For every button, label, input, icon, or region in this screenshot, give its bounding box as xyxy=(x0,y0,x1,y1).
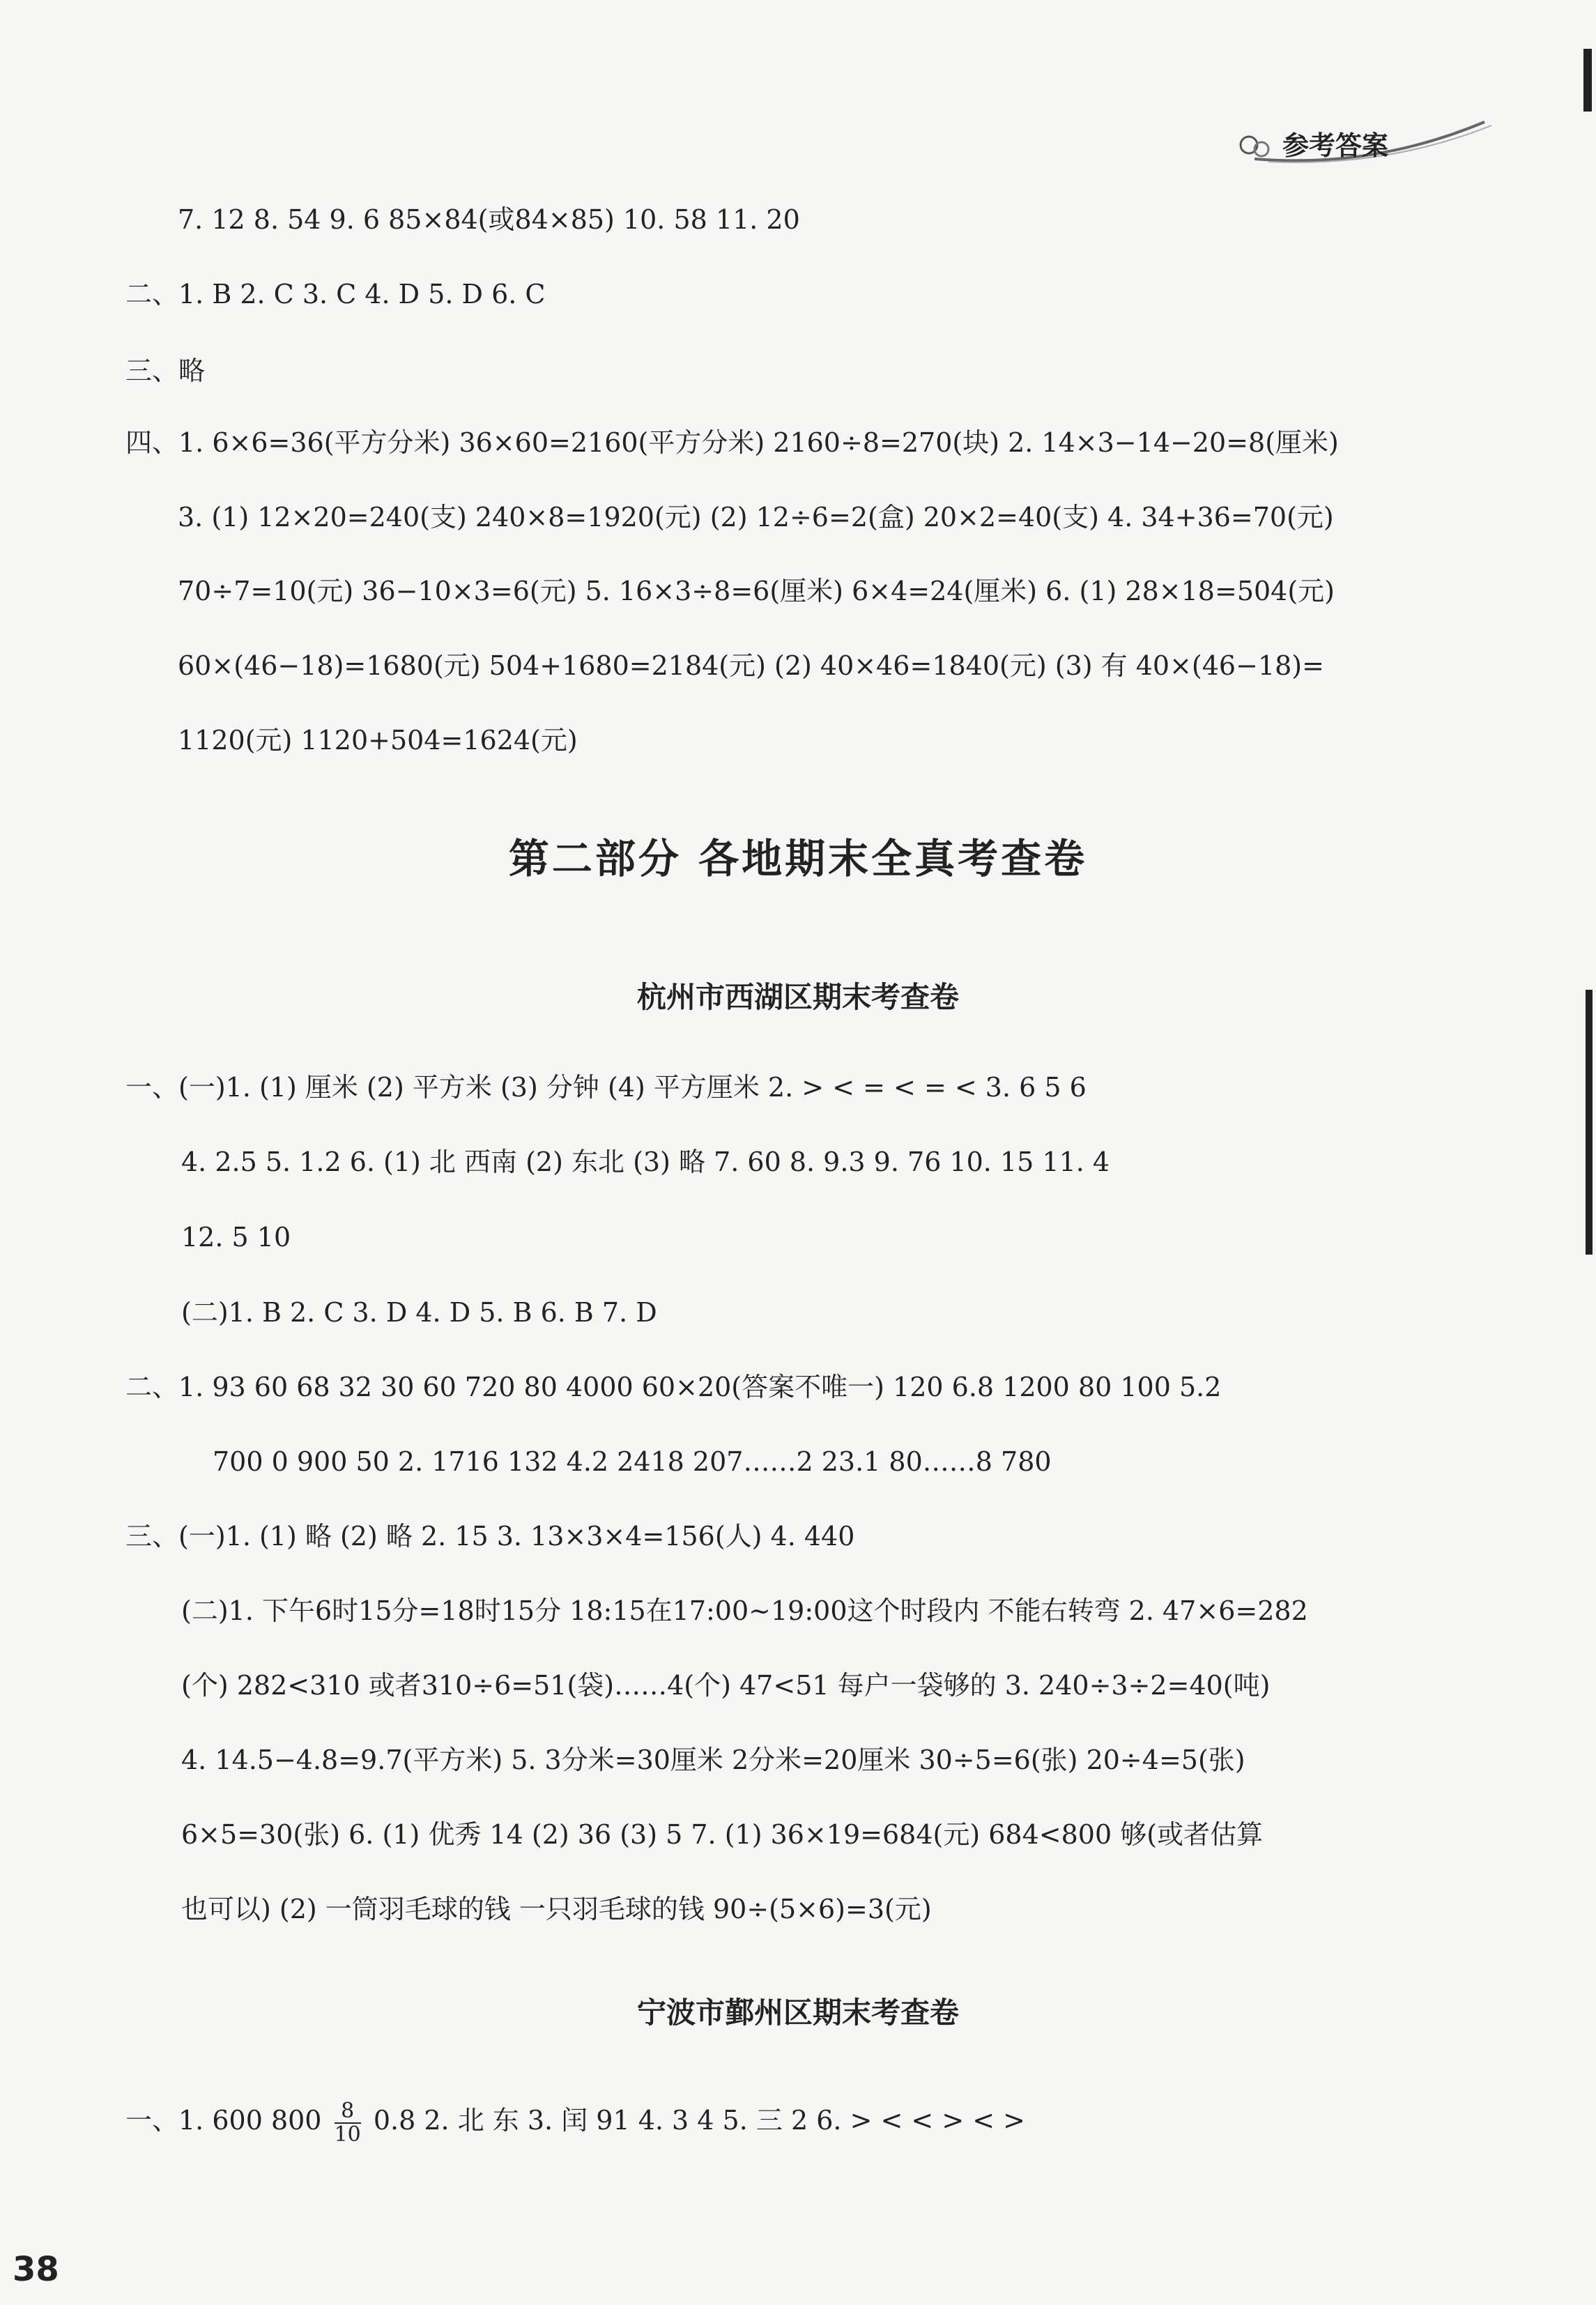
answer-line: 700 0 900 50 2. 1716 132 4.2 2418 207……2 23.1 80……8 780 xyxy=(213,1446,1052,1477)
answer-line: 3. (1) 12×20=240(支) 240×8=1920(元) (2) 12÷6=2(盒) 20×2=40(支) 4. 34+36=70(元) xyxy=(178,502,1334,533)
fraction-denominator: 10 xyxy=(334,2122,361,2147)
answer-line: 70÷7=10(元) 36−10×3=6(元) 5. 16×3÷8=6(厘米) 6×4=24(厘米) 6. (1) 28×18=504(元) xyxy=(178,576,1335,606)
section-title-ningbo: 宁波市鄞州区期末考查卷 xyxy=(636,1996,959,2030)
fraction xyxy=(335,2100,361,2146)
answer-line: 1120(元) 1120+504=1624(元) xyxy=(178,725,578,756)
answer-line: 二、1. B 2. C 3. C 4. D 5. D 6. C xyxy=(125,279,546,309)
answer-line: 4. 2.5 5. 1.2 6. (1) 北 西南 (2) 东北 (3) 略 7. 60 8. 9.3 9. 76 10. 15 11. 4 xyxy=(181,1147,1110,1177)
answer-line: 二、1. 93 60 68 32 30 60 720 80 4000 60×20(答案不唯一) 120 6.8 1200 80 100 5.2 xyxy=(125,1372,1222,1402)
answer-line: 4. 14.5−4.8=9.7(平方米) 5. 3分米=30厘米 2分米=20厘米 30÷5=6(张) 20÷4=5(张) xyxy=(181,1745,1245,1775)
answer-line: 12. 5 10 xyxy=(181,1222,291,1253)
section-title-hangzhou: 杭州市西湖区期末考查卷 xyxy=(636,980,959,1014)
right-edge-mark xyxy=(1586,990,1593,1255)
answer-line: (个) 282<310 或者310÷6=51(袋)……4(个) 47<51 每户一袋够的 3. 240÷3÷2=40(吨) xyxy=(181,1670,1271,1701)
header-badge-text: 参考答案 xyxy=(1282,130,1389,161)
right-edge-mark xyxy=(1583,49,1592,112)
answer-line: 四、1. 6×6=36(平方分米) 36×60=2160(平方分米) 2160÷8=270(块) 2. 14×3−14−20=8(厘米) xyxy=(125,427,1339,458)
last-line-before: 一、1. 600 800 xyxy=(125,2105,322,2136)
answer-line: (二)1. B 2. C 3. D 4. D 5. B 6. B 7. D xyxy=(181,1297,657,1328)
answer-line: 7. 12 8. 54 9. 6 85×84(或84×85) 10. 58 11. 20 xyxy=(178,204,800,235)
answer-line: 60×(46−18)=1680(元) 504+1680=2184(元) (2) 40×46=1840(元) (3) 有 40×(46−18)= xyxy=(178,650,1324,681)
last-line-after: 0.8 2. 北 东 3. 闰 91 4. 3 4 5. 三 2 6. > < < > < > xyxy=(373,2105,1025,2136)
fraction-numerator: 8 xyxy=(341,2098,355,2123)
answer-line-last xyxy=(125,2099,1025,2146)
answer-line: 也可以) (2) 一筒羽毛球的钱 一只羽毛球的钱 90÷(5×6)=3(元) xyxy=(181,1894,932,1924)
part-title: 第二部分 各地期末全真考查卷 xyxy=(508,835,1088,882)
answer-line: 6×5=30(张) 6. (1) 优秀 14 (2) 36 (3) 5 7. (1) 36×19=684(元) 684<800 够(或者估算 xyxy=(181,1819,1264,1850)
answer-line: 三、略 xyxy=(125,355,206,386)
answer-line: 三、(一)1. (1) 略 (2) 略 2. 15 3. 13×3×4=156(人) 4. 440 xyxy=(125,1521,855,1552)
page-number: 38 xyxy=(13,2250,59,2289)
answer-line: 一、(一)1. (1) 厘米 (2) 平方米 (3) 分钟 (4) 平方厘米 2. > < = < = < 3. 6 5 6 xyxy=(125,1072,1087,1103)
answer-line: (二)1. 下午6时15分=18时15分 18:15在17:00~19:00这个时段内 不能右转弯 2. 47×6=282 xyxy=(181,1595,1308,1626)
